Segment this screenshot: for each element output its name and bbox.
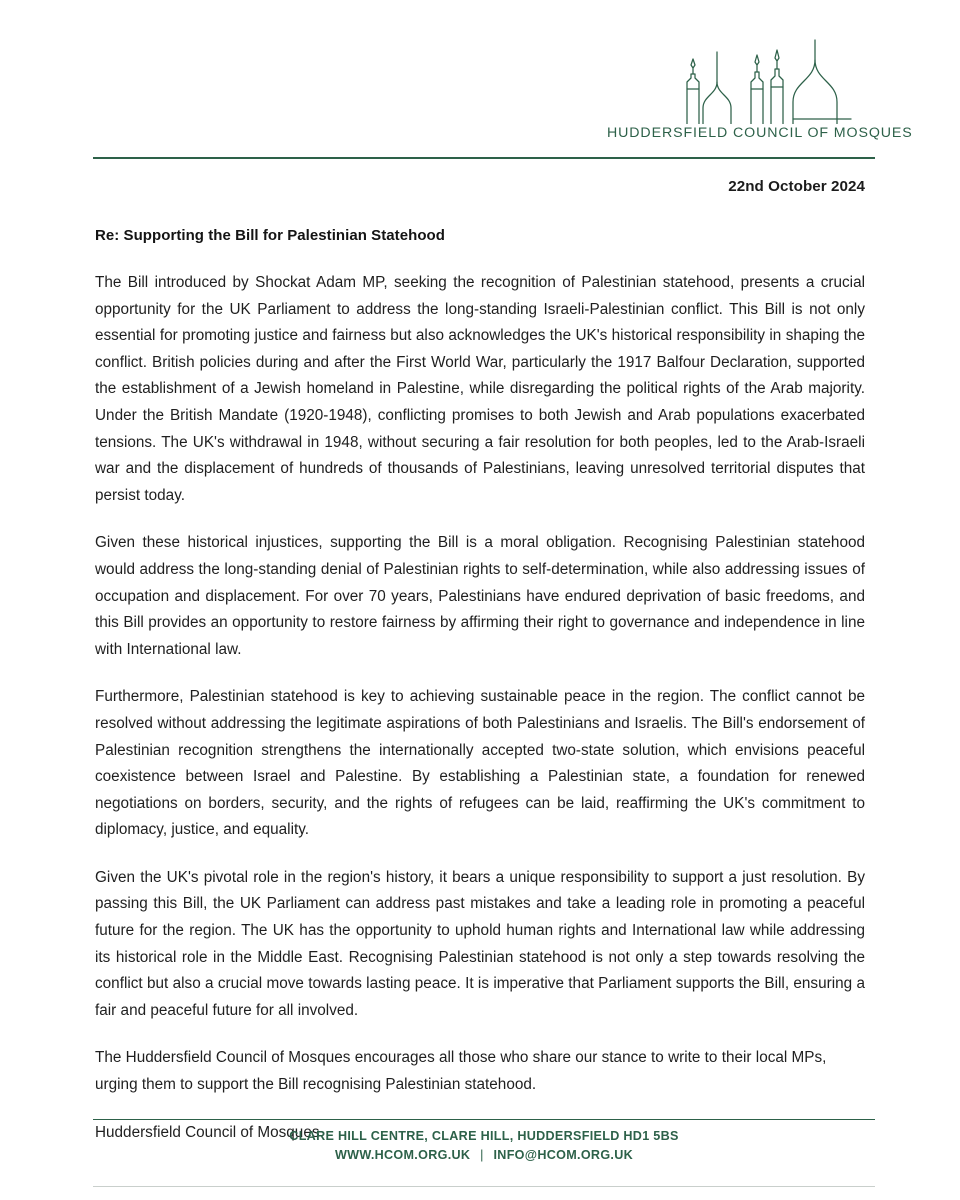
footer-address: CLARE HILL CENTRE, CLARE HILL, HUDDERSFIELD HD1 5BS — [289, 1129, 679, 1143]
paragraph: Given these historical injustices, supporting the Bill is a moral obligation. Recognising Palestinian statehood would address the long-standing denial of Palestinian rights to self-determination, while also addressing issues of occupation and displacement. For over 70 years, Palestinians have endured deprivation of basic freedoms, and this Bill provides an opportunity to restore fairness by affirming their right to governance and independence in line with International law. — [95, 534, 865, 658]
paragraph: Given the UK's pivotal role in the region's history, it bears a unique responsibility to support a just resolution. By passing this Bill, the UK Parliament can address past mistakes and take a leading role in promoting a peaceful future for the region. The UK has the opportunity to uphold human rights and International law while addressing its historical role in the Middle East. Recognising Palestinian statehood is not only a step towards resolving the conflict but also a crucial move towards lasting peace. It is imperative that Parliament supports the Bill, ensuring a fair and peaceful future for all involved. — [95, 868, 865, 1019]
organisation-name: HUDDERSFIELD COUNCIL OF MOSQUES — [607, 125, 913, 141]
footer-email-link[interactable]: INFO@HCOM.ORG.UK — [493, 1147, 634, 1162]
letterhead — [93, 0, 913, 160]
paragraph: The Huddersfield Council of Mosques encourages all those who share our stance to write to their local MPs, urging them to support the Bill recognising Palestinian statehood. — [95, 1049, 827, 1094]
page-footer — [93, 1127, 875, 1164]
page-bottom-divider — [93, 1186, 875, 1187]
footer-separator: | — [480, 1147, 484, 1162]
paragraph: The Bill introduced by Shockat Adam MP, seeking the recognition of Palestinian statehood, presents a crucial opportunity for the UK Parliament to address the long-standing Israeli-Palestinian conflict. This Bill is not only essential for promoting justice and fairness but also acknowledges the UK's historical responsibility in shaping the conflict. British policies during and after the First World War, particularly the 1917 Balfour Declaration, supported the establishment of a Jewish homeland in Palestine, while disregarding the political rights of the Arab majority. Under the British Mandate (1920-1948), conflicting promises to both Jewish and Arab populations exacerbated tensions. The UK's withdrawal in 1948, without securing a fair resolution for both peoples, led to the Arab-Israeli war and the displacement of hundreds of thousands of Palestinians, leaving unresolved territorial disputes that persist today. — [95, 274, 865, 504]
footer-contact — [93, 1146, 875, 1165]
letter-body — [95, 178, 865, 1146]
footer-divider — [93, 1119, 875, 1120]
mosque-silhouette-icon — [665, 38, 875, 124]
footer-website-link[interactable]: WWW.HCOM.ORG.UK — [334, 1147, 471, 1162]
header-divider — [93, 157, 875, 159]
organisation-logo — [607, 38, 913, 141]
letter-signature: Huddersfield Council of Mosques — [95, 1123, 320, 1141]
paragraph: Furthermore, Palestinian statehood is key to achieving sustainable peace in the region. The conflict cannot be resolved without addressing the legitimate aspirations of both Palestinians and Israelis. The Bill's endorsement of Palestinian recognition strengthens the internationally accepted two-state solution, which envisions peaceful coexistence between Israel and Palestine. By establishing a Palestinian state, a foundation for renewed negotiations on borders, security, and the rights of refugees can be laid, reaffirming the UK's commitment to diplomacy, justice, and equality. — [95, 688, 865, 839]
letter-date: 22nd October 2024 — [728, 178, 865, 195]
letter-subject: Re: Supporting the Bill for Palestinian Statehood — [95, 227, 445, 244]
